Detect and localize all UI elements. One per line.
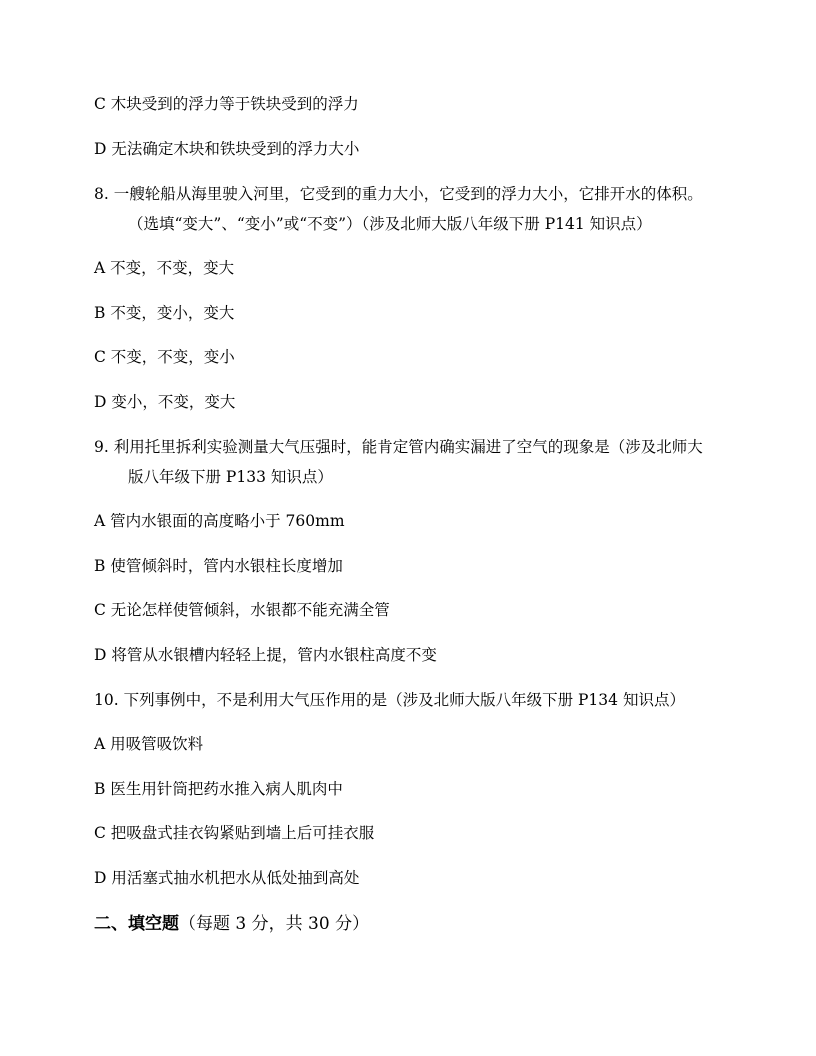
section-heading [94,913,369,935]
q7-option-c: C 木块受到的浮力等于铁块受到的浮力 [94,95,359,113]
q10-option-c: C 把吸盘式挂衣钩紧贴到墙上后可挂衣服 [94,824,375,842]
q8-option-b: B 不变，变小，变大 [94,304,235,322]
q9-option-c: C 无论怎样使管倾斜，水银都不能充满全管 [94,601,390,619]
section-note: （每题 3 分，共 30 分） [179,914,370,934]
q7-option-d: D 无法确定木块和铁块受到的浮力大小 [94,140,360,158]
q8-stem-continued: （选填“变大”、“变小”或“不变”）（涉及北师大版八年级下册 P141 知识点） [128,215,652,233]
section-title: 二、填空题 [94,914,179,934]
q9-stem: 9. 利用托里拆利实验测量大气压强时，能肯定管内确实漏进了空气的现象是（涉及北师大 [94,438,703,456]
q9-option-d: D 将管从水银槽内轻轻上提，管内水银柱高度不变 [94,646,437,664]
q8-option-c: C 不变，不变，变小 [94,348,235,366]
q10-stem: 10. 下列事例中，不是利用大气压作用的是（涉及北师大版八年级下册 P134 知识点） [94,691,685,709]
q8-stem: 8. 一艘轮船从海里驶入河里，它受到的重力大小，它受到的浮力大小，它排开水的体积。 [94,185,703,203]
q8-option-a: A 不变，不变，变大 [94,259,235,277]
q9-option-a: A 管内水银面的高度略小于 760mm [94,512,345,530]
q9-stem-continued: 版八年级下册 P133 知识点） [128,468,333,486]
q10-option-d: D 用活塞式抽水机把水从低处抽到高处 [94,869,360,887]
q10-option-a: A 用吸管吸饮料 [94,735,204,753]
q9-option-b: B 使管倾斜时，管内水银柱长度增加 [94,557,343,575]
q10-option-b: B 医生用针筒把药水推入病人肌肉中 [94,780,343,798]
q8-option-d: D 变小，不变，变大 [94,393,236,411]
